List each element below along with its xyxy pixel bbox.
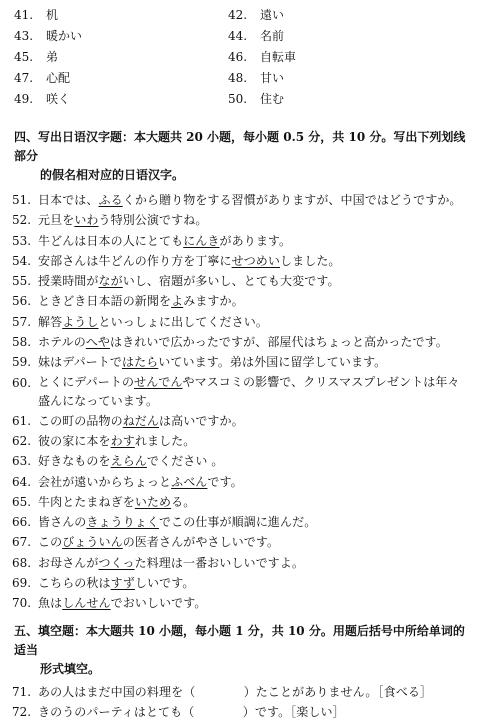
question-text [38, 190, 462, 210]
question-text-before: ときどき日本語の新聞を [38, 294, 172, 309]
vocab-item [228, 27, 284, 44]
question-number: 65. [12, 494, 32, 509]
question-text-after: です。 [207, 474, 243, 489]
question-number: 66. [12, 515, 32, 530]
underlined-kana: にんき [183, 233, 220, 248]
question-text [38, 271, 340, 291]
question-text [38, 553, 304, 573]
section-5-questions [0, 682, 477, 723]
question-text-after: いし、宿題が多いし、とても大変です。 [122, 274, 340, 289]
section-4 [0, 128, 477, 614]
question-number: 61. [12, 413, 32, 428]
question-number: 57. [12, 314, 32, 329]
question-row [0, 271, 477, 291]
question-text-before: 牛どんは日本の人にとても [38, 233, 184, 248]
underlined-kana: わす [110, 433, 135, 448]
vocab-item [228, 48, 296, 65]
question-text-after: くから贈り物をする習慣がありますが、中国ではどうですか。 [122, 193, 462, 207]
vocab-word: 咲く [46, 92, 71, 106]
underlined-kana: すず [110, 576, 135, 591]
question-text-after: の医者さんがやさしいです。 [122, 535, 280, 550]
vocab-number: 46. [228, 50, 248, 64]
question-text [38, 332, 448, 352]
vocab-number: 47. [14, 71, 34, 85]
question-number: 52. [12, 213, 32, 228]
vocab-item [228, 90, 284, 107]
question-text [38, 291, 244, 311]
question-text-after: でこの仕事が順調に進んだ。 [159, 515, 317, 530]
question-number: 62. [12, 433, 32, 448]
underlined-kana: いわ [74, 213, 99, 228]
vocab-number: 50. [228, 92, 248, 106]
vocab-word: 机 [46, 8, 59, 22]
question-row [0, 492, 477, 512]
question-text-before: 安部さんは牛どんの作り方を丁寧に [38, 253, 232, 268]
question-text [38, 512, 316, 532]
question-number: 59. [12, 355, 32, 370]
question-text-after: やマスコミの影響で、クリスマスプレゼントは年々盛んになっています。 [38, 374, 460, 408]
question-number: 53. [12, 233, 32, 248]
question-text [38, 532, 279, 552]
underlined-kana: いため [134, 494, 172, 509]
question-text-after: た料理は一番おいしいですよ。 [134, 555, 304, 570]
question-number: 51. [12, 193, 32, 207]
question-row [0, 431, 477, 451]
vocab-row [0, 90, 477, 111]
question-text-before: 牛肉とたまねぎを [38, 494, 135, 509]
question-row [0, 411, 477, 431]
vocab-number: 41. [14, 8, 34, 22]
vocab-item [14, 69, 70, 86]
question-row [0, 512, 477, 532]
section-5 [0, 622, 477, 723]
question-row [0, 451, 477, 471]
vocab-word: 名前 [260, 29, 285, 43]
underlined-kana: つくっ [98, 555, 135, 570]
question-row [0, 682, 477, 702]
question-text-before: 妹はデパートで [38, 355, 122, 370]
question-number: 71. [12, 685, 32, 699]
vocab-row [0, 48, 477, 69]
underlined-kana: えらん [110, 454, 147, 469]
question-text-before: この [38, 535, 63, 550]
underlined-kana: しんせん [62, 596, 111, 611]
vocab-item [228, 69, 284, 86]
question-text-before: 魚は [38, 596, 63, 611]
section-4-title: 四、写出日语汉字题：本大题共 20 小题，每小题 0.5 分，共 10 分。写出下列划线部分 的假名相对应的日语汉字。 [14, 130, 466, 182]
question-text-before: 元旦を [38, 213, 75, 228]
question-number: 67. [12, 535, 32, 550]
question-row [0, 472, 477, 492]
question-text-after: は高いですか。 [159, 413, 244, 428]
vocab-item [14, 6, 58, 23]
section-5-title: 五、填空题：本大题共 10 小题，每小题 1 分，共 10 分。用题后括号中所给单词的适当 形式填空。 [14, 624, 465, 676]
question-row [0, 352, 477, 372]
underlined-kana: びょういん [62, 535, 123, 550]
question-text [38, 492, 195, 512]
question-text [38, 411, 244, 431]
question-row [0, 532, 477, 552]
question-number: 54. [12, 253, 32, 268]
underlined-kana: きょうりょく [86, 515, 160, 530]
underlined-kana: せんでん [134, 374, 183, 389]
question-text: きのうのパーティはとても（ ）です。［楽しい］ [38, 705, 345, 720]
question-number: 60. [12, 375, 32, 390]
question-text-after: はきれいで広かったですが、部屋代はちょっと高かったです。 [110, 335, 448, 350]
question-text [38, 573, 194, 593]
vocab-word: 自転車 [260, 50, 297, 64]
vocab-word: 暖かい [46, 29, 83, 43]
question-row [0, 553, 477, 573]
vocab-row [0, 6, 477, 27]
vocab-word: 住む [260, 92, 285, 106]
vocab-item [228, 6, 284, 23]
question-text [38, 231, 291, 251]
question-row [0, 190, 477, 210]
question-text-after: しいです。 [134, 576, 195, 591]
underlined-kana: はたら [121, 355, 159, 370]
question-row [0, 231, 477, 251]
question-text [38, 472, 243, 492]
vocab-list [0, 6, 477, 111]
question-row [0, 312, 477, 332]
question-row [0, 251, 477, 271]
vocab-row [0, 69, 477, 90]
question-row [0, 593, 477, 613]
question-text-before: 会社が遠いからちょっと [38, 474, 172, 489]
question-row [0, 332, 477, 352]
question-number: 56. [12, 294, 32, 309]
question-number: 69. [12, 576, 32, 591]
question-text-before: ホテルの [38, 335, 86, 350]
vocab-number: 45. [14, 50, 34, 64]
question-number: 55. [12, 274, 32, 289]
vocab-number: 48. [228, 71, 248, 85]
underlined-kana: へや [85, 335, 111, 350]
underlined-kana: ねだん [122, 413, 160, 428]
underlined-kana: ふべん [171, 474, 208, 489]
question-number: 68. [12, 555, 32, 570]
question-row [0, 573, 477, 593]
question-text-before: 解答 [38, 314, 63, 329]
question-text-after: みますか。 [183, 294, 244, 309]
question-row [0, 210, 477, 230]
question-text-after: でください 。 [146, 454, 224, 469]
underlined-kana: ようし [62, 314, 99, 329]
vocab-word: 遠い [260, 8, 285, 22]
question-number: 72. [12, 705, 32, 720]
question-text-after: いています。弟は外国に留学しています。 [158, 355, 387, 370]
question-text [38, 210, 207, 230]
vocab-number: 42. [228, 8, 248, 22]
vocab-number: 43. [14, 29, 34, 43]
question-text-before: 好きなものを [38, 454, 111, 469]
vocab-word: 弟 [46, 50, 59, 64]
vocab-row [0, 27, 477, 48]
question-row [0, 702, 477, 722]
question-text [38, 352, 386, 372]
question-text-before: こちらの秋は [38, 576, 111, 591]
question-text-after: があります。 [219, 233, 292, 248]
question-text-after: う特別公演ですね。 [98, 213, 208, 228]
question-text-before: 彼の家に本を [38, 433, 111, 448]
vocab-number: 44. [228, 29, 248, 43]
vocab-number: 49. [14, 92, 34, 106]
question-text [38, 251, 341, 271]
underlined-kana: せつめい [231, 253, 281, 268]
underlined-kana: なが [98, 274, 123, 289]
question-text-after: る。 [171, 494, 196, 509]
vocab-item [14, 90, 70, 107]
question-text-after: でおいしいです。 [110, 596, 207, 611]
question-text: あの人はまだ中国の料理を（ ）たことがありません。［食べる］ [38, 685, 433, 699]
question-number: 58. [12, 335, 32, 350]
question-text-before: 授業時間が [38, 274, 99, 289]
question-text [38, 431, 195, 451]
question-text [38, 451, 223, 471]
question-text-before: 皆さんの [38, 515, 87, 530]
question-text-after: しました。 [280, 253, 341, 268]
question-text-after: れました。 [134, 433, 196, 448]
question-text [38, 593, 206, 613]
question-row [0, 373, 477, 411]
question-text-after: といっしょに出してください。 [98, 314, 268, 329]
vocab-item [14, 48, 58, 65]
question-text [38, 312, 268, 332]
question-text [38, 373, 466, 411]
question-text-before: とくにデパートの [38, 374, 135, 389]
underlined-kana: よ [171, 294, 184, 309]
question-number: 63. [12, 454, 32, 469]
vocab-item [14, 27, 82, 44]
section-4-questions [0, 190, 477, 614]
question-text-before: 日本では、 [38, 193, 99, 207]
vocab-word: 甘い [260, 71, 285, 85]
question-text-before: お母さんが [38, 555, 99, 570]
question-text-before: この町の品物の [38, 413, 123, 428]
question-number: 64. [12, 474, 32, 489]
question-row [0, 291, 477, 311]
question-number: 70. [12, 596, 32, 611]
vocab-word: 心配 [46, 71, 71, 85]
underlined-kana: ふる [98, 193, 123, 207]
